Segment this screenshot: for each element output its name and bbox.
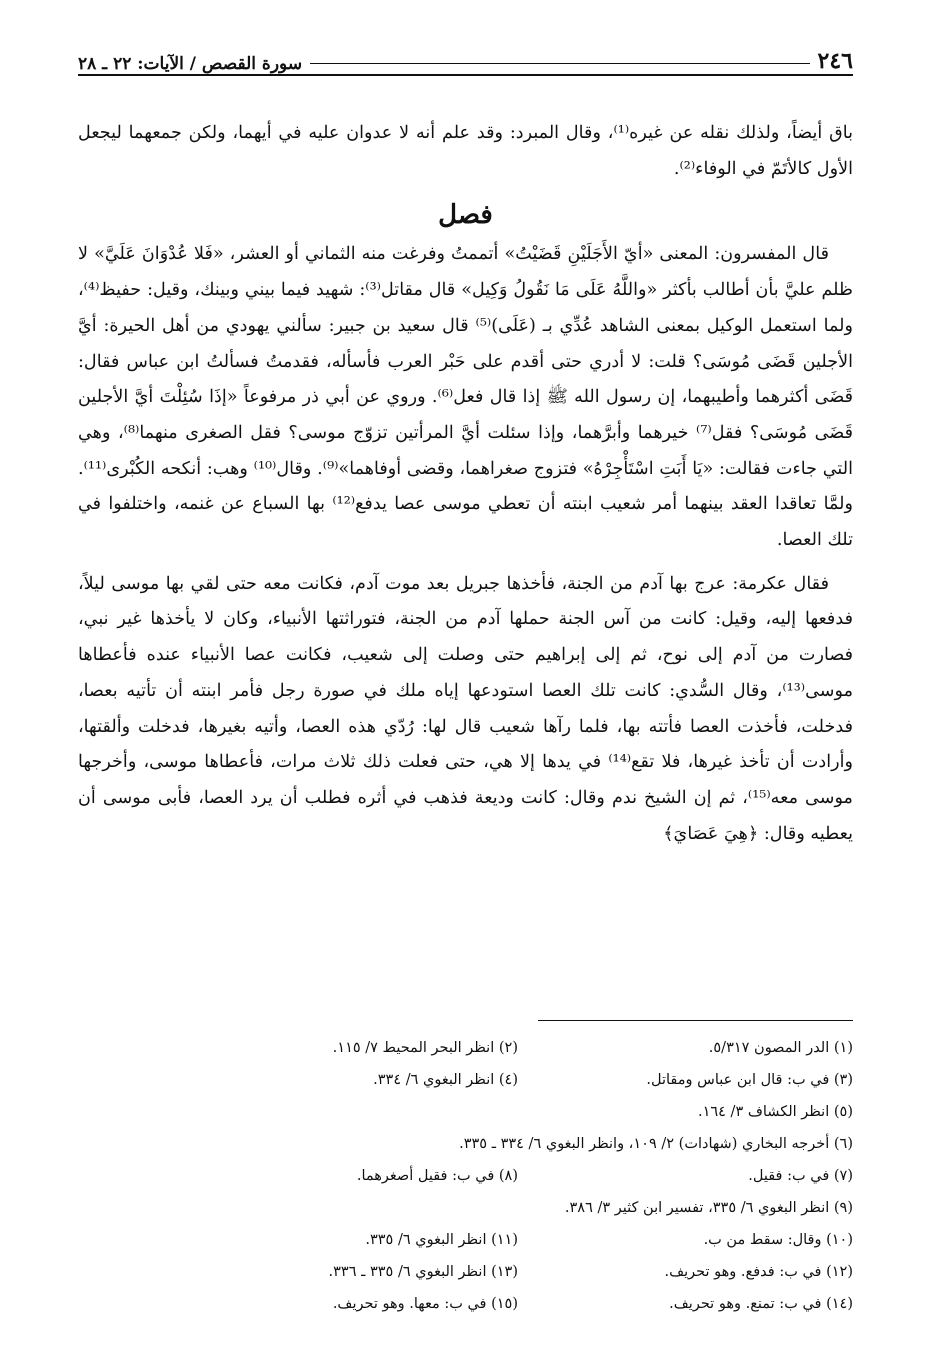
footnote-8: (٨) في ب: فقيل أصغرهما. — [356, 1168, 518, 1184]
footnote-row — [78, 1032, 853, 1064]
footnote-row — [78, 1256, 853, 1288]
footnote-row — [78, 1064, 853, 1096]
running-header — [78, 38, 853, 76]
footnote-15: (١٥) في ب: معها. وهو تحريف. — [332, 1296, 518, 1312]
footnote-14: (١٤) في ب: تمنع. وهو تحريف. — [669, 1296, 853, 1312]
book-page — [78, 38, 853, 1338]
footnote-12: (١٢) في ب: فدفع. وهو تحريف. — [664, 1264, 853, 1280]
footnote-11: (١١) انظر البغوي ٦/ ٣٣٥. — [365, 1232, 518, 1248]
footnote-5: (٥) انظر الكشاف ٣/ ١٦٤. — [697, 1104, 853, 1120]
footnote-1: (١) الدر المصون ٥/٣١٧. — [708, 1040, 853, 1056]
page-number: ٢٤٦ — [817, 48, 853, 74]
footnote-4: (٤) انظر البغوي ٦/ ٣٣٤. — [373, 1072, 518, 1088]
footnote-separator — [538, 1020, 853, 1021]
footnote-row — [78, 1288, 853, 1320]
footnote-3: (٣) في ب: قال ابن عباس ومقاتل. — [646, 1072, 853, 1088]
footnote-row — [78, 1096, 853, 1128]
footnotes — [78, 1032, 853, 1320]
paragraph-ikrima: فقال عكرمة: عرج بها آدم من الجنة، فأخذها جبريل بعد موت آدم، فكانت معه حتى لقي بها موسى ليلاً، فدفعها إليه، وقيل: كانت من آس الجنة حملها آدم من الجنة، فتوراثتها الأنبياء، وكان لا يأخذها غير نبي، فصارت من آدم إلى نوح، ثم إلى إبراهيم حتى وصلت إلى شعيب، فكانت عصا الأنبياء عنده فأعطاها موسى⁽¹³⁾، وقال السُّدي: كانت تلك العصا استودعها إياه ملك في صورة رجل فأمر ابنته أن تأتيه بعصا، فدخلت، فأخذت العصا فأتته بها، فلما رآها شعيب قال لها: رُدّي هذه العصا، وأتيه بغيرها، فدخلت وألقتها، وأرادت أن تأخذ غيرها، فلا تقع⁽¹⁴⁾ في يدها إلا هي، حتى فعلت ذلك ثلاث مرات، فأعطاها موسى، وأخرجها موسى معه⁽¹⁵⁾، ثم إن الشيخ ندم وقال: كانت وديعة فذهب في أثره فطلب أن يرد العصا، فأبى موسى أن يعطيه وقال: ﴿هِيَ عَصَايَ﴾ — [78, 573, 853, 844]
footnote-row — [78, 1192, 853, 1224]
footnote-6: (٦) أخرجه البخاري (شهادات) ٢/ ١٠٩، وانظر البغوي ٦/ ٣٣٤ ـ ٣٣٥. — [459, 1136, 853, 1152]
main-text — [78, 116, 853, 852]
paragraph-mufassirun: قال المفسرون: المعنى «أيّ الأَجَلَيْنِ قَضَيْتُ» أتممتُ وفرغت منه الثماني أو العشر، «فَلا عُدْوَانَ عَلَيَّ» لا ظلم عليَّ بأن أطالب بأكثر «واللَّهُ عَلَى مَا نَقُولُ وَكِيل» قال مقاتل⁽³⁾: شهيد فيما بيني وبينك، وقيل: حفيظ⁽⁴⁾، ولما استعمل الوكيل بمعنى الشاهد عُدِّي بـ (عَلَى)⁽⁵⁾ قال سعيد بن جبير: سألني يهودي من أهل الحيرة: أيَّ الأجلين قَضَى مُوسَى؟ قلت: لا أدري حتى أقدم على حَبْر العرب فأسأله، فقدمتُ فسألتُ ابن عباس فقال: قَضَى أكثرهما وأطيبهما، إن رسول الله ﷺ إذا قال فعل⁽⁶⁾. وروي عن أبي ذر مرفوعاً «إذَا سُئِلْتَ أيَّ الأجلين قَضَى مُوسَى؟ فقل⁽⁷⁾ خيرهما وأبرَّهما، وإذا سئلت أيَّ المرأتين تزوّج موسى؟ فقل الصغرى منهما⁽⁸⁾، وهي التي جاءت فقالت: «يَا أَبَتِ اسْتَأْجِرْهُ» فتزوج صغراهما، وقضى أوفاهما»⁽⁹⁾. وقال⁽¹⁰⁾ وهب: أنكحه الكُبْرى⁽¹¹⁾. ولمَّا تعاقدا العقد بينهما أمر شعيب ابنته أن تعطي موسى عصا يدفع⁽¹²⁾ بها السباع عن غنمه، واختلفوا في تلك العصا. — [78, 244, 853, 551]
chapter-title: سورة القصص / الآيات: ٢٢ ـ ٢٨ — [78, 54, 303, 74]
section-heading: فصل — [438, 200, 493, 231]
footnote-row — [78, 1128, 853, 1160]
footnote-row — [78, 1224, 853, 1256]
footnote-10: (١٠) وقال: سقط من ب. — [703, 1232, 853, 1248]
footnote-9: (٩) انظر البغوي ٦/ ٣٣٥، تفسير ابن كثير ٣/ ٣٨٦. — [564, 1200, 853, 1216]
paragraph-continuation: باق أيضاً، ولذلك نقله عن غيره⁽¹⁾، وقال المبرد: وقد علم أنه لا عدوان عليه في أيهما، ولكن جمعهما ليجعل الأول كالأتَمّ في الوفاء⁽²⁾. — [78, 123, 854, 179]
footnote-7: (٧) في ب: فقيل. — [748, 1168, 853, 1184]
header-rule — [310, 63, 809, 64]
footnote-2: (٢) انظر البحر المحيط ٧/ ١١٥. — [332, 1040, 518, 1056]
footnote-13: (١٣) انظر البغوي ٦/ ٣٣٥ ـ ٣٣٦. — [328, 1264, 518, 1280]
footnote-row — [78, 1160, 853, 1192]
